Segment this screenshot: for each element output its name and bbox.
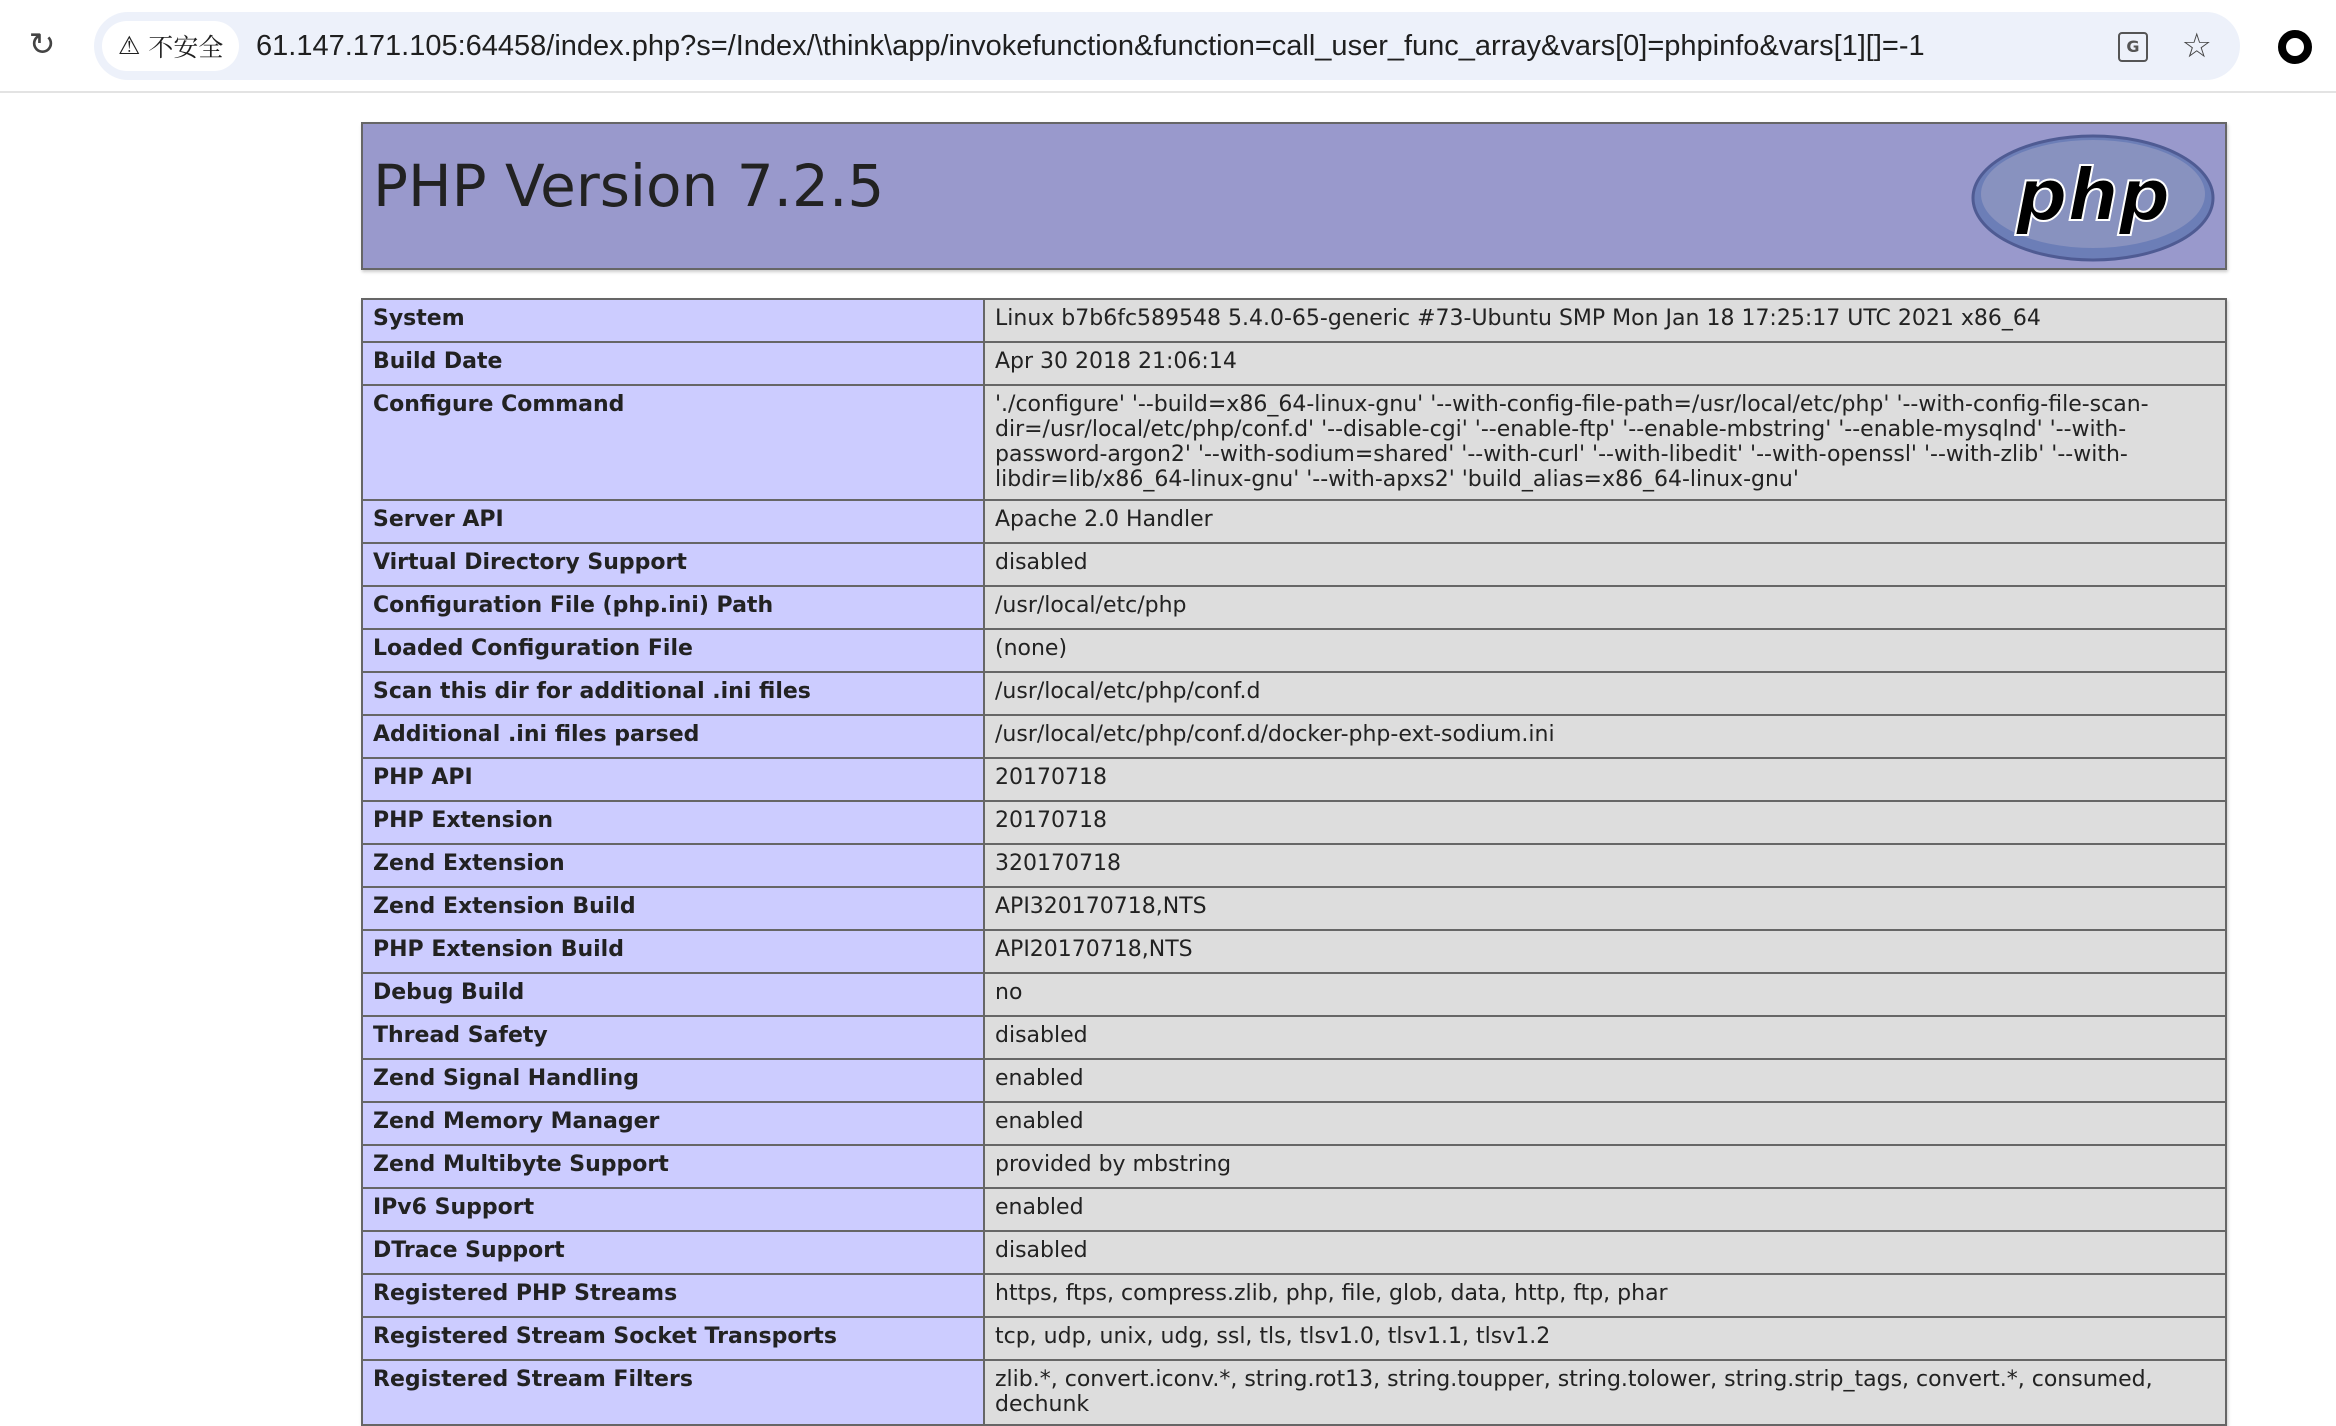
- row-key: Build Date: [362, 342, 984, 385]
- table-row: [362, 385, 2226, 500]
- row-key: Virtual Directory Support: [362, 543, 984, 586]
- table-row: [362, 500, 2226, 543]
- row-key: IPv6 Support: [362, 1188, 984, 1231]
- row-value: API20170718,NTS: [984, 930, 2226, 973]
- row-value: 20170718: [984, 801, 2226, 844]
- row-value: API320170718,NTS: [984, 887, 2226, 930]
- row-key: Zend Memory Manager: [362, 1102, 984, 1145]
- row-key: Registered Stream Filters: [362, 1360, 984, 1425]
- table-row: [362, 629, 2226, 672]
- row-value: enabled: [984, 1059, 2226, 1102]
- row-key: Zend Signal Handling: [362, 1059, 984, 1102]
- table-row: [362, 801, 2226, 844]
- table-row: [362, 299, 2226, 342]
- table-row: [362, 1188, 2226, 1231]
- table-row: [362, 1274, 2226, 1317]
- row-value: disabled: [984, 1231, 2226, 1274]
- reload-icon[interactable]: ↻: [28, 25, 56, 63]
- table-row: [362, 1016, 2226, 1059]
- row-key: Zend Extension: [362, 844, 984, 887]
- row-value: https, ftps, compress.zlib, php, file, glob, data, http, ftp, phar: [984, 1274, 2226, 1317]
- table-row: [362, 715, 2226, 758]
- row-key: Debug Build: [362, 973, 984, 1016]
- row-key: Configure Command: [362, 385, 984, 500]
- row-value: /usr/local/etc/php/conf.d/docker-php-ext-sodium.ini: [984, 715, 2226, 758]
- row-value: enabled: [984, 1102, 2226, 1145]
- security-chip[interactable]: [102, 21, 239, 71]
- table-row: [362, 844, 2226, 887]
- row-key: PHP Extension: [362, 801, 984, 844]
- browser-toolbar: [0, 0, 2336, 93]
- table-row: [362, 1145, 2226, 1188]
- row-value: no: [984, 973, 2226, 1016]
- table-row: [362, 543, 2226, 586]
- row-value: './configure' '--build=x86_64-linux-gnu' '--with-config-file-path=/usr/local/etc/php' '--with-config-file-scan-dir=/usr/local/etc/php/conf.d' '--disable-cgi' '--enable-ftp' '--enable-mbstring' '--enable-mysqlnd' '--with-password-argon2' '--with-sodium=shared' '--with-curl' '--with-libedit' '--with-openssl' '--with-zlib' '--with-libdir=lib/x86_64-linux-gnu' '--with-apxs2' 'build_alias=x86_64-linux-gnu': [984, 385, 2226, 500]
- table-row: [362, 1360, 2226, 1425]
- row-value: Apr 30 2018 21:06:14: [984, 342, 2226, 385]
- svg-text:php: php: [2015, 153, 2171, 237]
- row-value: /usr/local/etc/php: [984, 586, 2226, 629]
- row-key: Zend Multibyte Support: [362, 1145, 984, 1188]
- row-key: DTrace Support: [362, 1231, 984, 1274]
- table-row: [362, 1231, 2226, 1274]
- row-key: PHP Extension Build: [362, 930, 984, 973]
- table-row: [362, 887, 2226, 930]
- warning-icon: ⚠: [118, 32, 141, 60]
- page-title: PHP Version 7.2.5: [373, 152, 885, 220]
- table-row: [362, 1059, 2226, 1102]
- security-label: 不安全: [148, 34, 224, 62]
- table-row: [362, 586, 2226, 629]
- php-header: [361, 122, 2227, 270]
- row-value: zlib.*, convert.iconv.*, string.rot13, string.toupper, string.tolower, string.strip_tags, convert.*, consumed, dechunk: [984, 1360, 2226, 1425]
- table-row: [362, 758, 2226, 801]
- bookmark-star-icon[interactable]: ☆: [2181, 26, 2212, 66]
- row-value: provided by mbstring: [984, 1145, 2226, 1188]
- row-value: enabled: [984, 1188, 2226, 1231]
- row-value: disabled: [984, 543, 2226, 586]
- row-key: Configuration File (php.ini) Path: [362, 586, 984, 629]
- row-key: System: [362, 299, 984, 342]
- row-value: /usr/local/etc/php/conf.d: [984, 672, 2226, 715]
- table-row: [362, 1317, 2226, 1360]
- table-row: [362, 930, 2226, 973]
- row-key: Registered PHP Streams: [362, 1274, 984, 1317]
- row-key: Additional .ini files parsed: [362, 715, 984, 758]
- row-key: Server API: [362, 500, 984, 543]
- translate-icon[interactable]: G: [2118, 32, 2148, 62]
- profile-icon[interactable]: [2278, 30, 2312, 64]
- row-key: Loaded Configuration File: [362, 629, 984, 672]
- row-value: Apache 2.0 Handler: [984, 500, 2226, 543]
- table-row: [362, 973, 2226, 1016]
- table-row: [362, 1102, 2226, 1145]
- address-bar[interactable]: [94, 12, 2240, 80]
- row-value: Linux b7b6fc589548 5.4.0-65-generic #73-Ubuntu SMP Mon Jan 18 17:25:17 UTC 2021 x86_64: [984, 299, 2226, 342]
- row-key: Zend Extension Build: [362, 887, 984, 930]
- table-row: [362, 342, 2226, 385]
- row-value: (none): [984, 629, 2226, 672]
- row-value: 320170718: [984, 844, 2226, 887]
- row-value: disabled: [984, 1016, 2226, 1059]
- row-key: Registered Stream Socket Transports: [362, 1317, 984, 1360]
- url-text[interactable]: 61.147.171.105:64458/index.php?s=/Index/\think\app/invokefunction&function=call_user_func_array&vars[0]=phpinfo&vars[1][]=-1: [256, 30, 1925, 62]
- row-value: 20170718: [984, 758, 2226, 801]
- row-key: Scan this dir for additional .ini files: [362, 672, 984, 715]
- row-key: PHP API: [362, 758, 984, 801]
- row-key: Thread Safety: [362, 1016, 984, 1059]
- php-logo[interactable]: [1971, 134, 2215, 262]
- phpinfo-table: [361, 298, 2227, 1426]
- row-value: tcp, udp, unix, udg, ssl, tls, tlsv1.0, tlsv1.1, tlsv1.2: [984, 1317, 2226, 1360]
- table-row: [362, 672, 2226, 715]
